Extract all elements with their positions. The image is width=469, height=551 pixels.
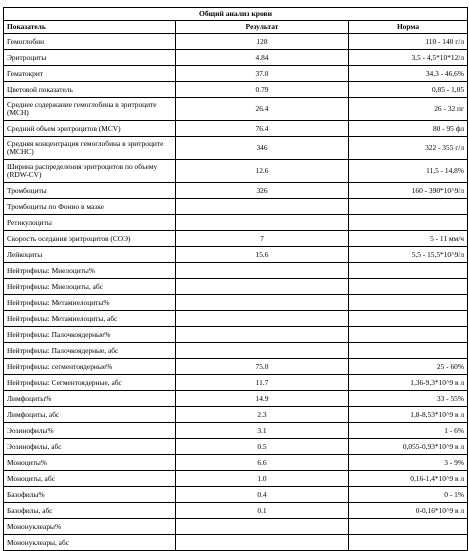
- row-norm: 160 - 390*10^9/л: [349, 183, 468, 199]
- table-row: [4, 375, 468, 391]
- table-row: [4, 471, 468, 487]
- table-row: [4, 295, 468, 311]
- row-indicator: Нейтрофилы: Сегментоядерные, абс: [4, 375, 176, 391]
- table-row: [4, 50, 468, 66]
- row-norm: [349, 343, 468, 359]
- table-row: [4, 519, 468, 535]
- table-row: [4, 359, 468, 375]
- row-norm: 1,8-8,53*10^9 в л: [349, 407, 468, 423]
- row-result: [176, 215, 349, 231]
- table-header-row: [4, 21, 468, 34]
- table-row: [4, 215, 468, 231]
- row-norm: 25 - 60%: [349, 359, 468, 375]
- row-norm: 5,5 - 15,5*10^9/л: [349, 247, 468, 263]
- row-indicator: Цветовой показатель: [4, 82, 176, 98]
- row-norm: 0-0,16*10^9 в л: [349, 503, 468, 519]
- header-norm: Норма: [349, 21, 468, 34]
- row-indicator: Тромбоциты по Фонио в мазке: [4, 199, 176, 215]
- row-result: 4.84: [176, 50, 349, 66]
- row-indicator: Нейтрофилы: Палочкоядерные%: [4, 327, 176, 343]
- table-row: [4, 279, 468, 295]
- row-indicator: Эритроциты: [4, 50, 176, 66]
- row-result: 2.3: [176, 407, 349, 423]
- row-norm: [349, 215, 468, 231]
- table-body: [4, 34, 468, 551]
- table-row: [4, 82, 468, 98]
- table-row: [4, 160, 468, 183]
- row-norm: 11,5 - 14,8%: [349, 160, 468, 183]
- row-result: 12.6: [176, 160, 349, 183]
- table-row: [4, 183, 468, 199]
- row-indicator: Среднее содержание гемоглобина в эритроците (МСН): [4, 98, 176, 121]
- row-result: [176, 343, 349, 359]
- row-indicator: Мононуклеары, абс: [4, 535, 176, 551]
- row-indicator: Лейкоциты: [4, 247, 176, 263]
- row-indicator: Мононуклеары%: [4, 519, 176, 535]
- row-result: 1.0: [176, 471, 349, 487]
- row-norm: 0,055-0,93*10^9 в л: [349, 439, 468, 455]
- table-row: [4, 263, 468, 279]
- row-indicator: Эозинофилы%: [4, 423, 176, 439]
- row-result: 346: [176, 137, 349, 160]
- table-row: [4, 137, 468, 160]
- table-row: [4, 423, 468, 439]
- row-indicator: Нейтрофилы: Метамиелоциты%: [4, 295, 176, 311]
- row-indicator: Базофилы%: [4, 487, 176, 503]
- table-row: [4, 535, 468, 551]
- table-row: [4, 247, 468, 263]
- row-result: 128: [176, 34, 349, 50]
- row-result: 0.4: [176, 487, 349, 503]
- row-norm: 110 - 140 г/л: [349, 34, 468, 50]
- row-norm: [349, 535, 468, 551]
- row-result: 37.0: [176, 66, 349, 82]
- row-indicator: Нейтрофилы: Миелоциты%: [4, 263, 176, 279]
- row-norm: 1 - 6%: [349, 423, 468, 439]
- table-row: [4, 455, 468, 471]
- row-result: 15.6: [176, 247, 349, 263]
- row-indicator: Гемоглобин: [4, 34, 176, 50]
- table-row: [4, 121, 468, 137]
- row-indicator: Тромбоциты: [4, 183, 176, 199]
- table-row: [4, 199, 468, 215]
- row-norm: 26 - 32 пг: [349, 98, 468, 121]
- table-row: [4, 66, 468, 82]
- row-result: [176, 263, 349, 279]
- table-row: [4, 231, 468, 247]
- row-indicator: Моноциты, абс: [4, 471, 176, 487]
- row-result: [176, 535, 349, 551]
- row-result: [176, 327, 349, 343]
- row-indicator: Средняя концентрация гемоглобина в эритроците (МСНС): [4, 137, 176, 160]
- row-result: 0.1: [176, 503, 349, 519]
- table-row: [4, 98, 468, 121]
- row-indicator: Лимфоциты%: [4, 391, 176, 407]
- row-norm: 34,3 - 46,6%: [349, 66, 468, 82]
- table-row: [4, 327, 468, 343]
- table-row: [4, 407, 468, 423]
- row-result: 326: [176, 183, 349, 199]
- row-indicator: Скорость оседания эритроцитов (СОЭ): [4, 231, 176, 247]
- row-result: 0.5: [176, 439, 349, 455]
- row-indicator: Нейтрофилы: Миелоциты, абс: [4, 279, 176, 295]
- row-norm: 5 - 11 мм/ч: [349, 231, 468, 247]
- row-indicator: Лимфоциты, абс: [4, 407, 176, 423]
- row-result: 6.6: [176, 455, 349, 471]
- row-norm: 3,5 - 4,5*10*12/л: [349, 50, 468, 66]
- table-row: [4, 34, 468, 50]
- row-norm: 80 - 95 фл: [349, 121, 468, 137]
- row-result: 14.9: [176, 391, 349, 407]
- table-row: [4, 311, 468, 327]
- row-indicator: Нейтрофилы: Метамиелоциты, абс: [4, 311, 176, 327]
- row-norm: 0,16-1,4*10^9 в л: [349, 471, 468, 487]
- table-row: [4, 391, 468, 407]
- row-indicator: Моноциты%: [4, 455, 176, 471]
- row-result: 7: [176, 231, 349, 247]
- row-norm: [349, 199, 468, 215]
- row-indicator: Ретикулоциты: [4, 215, 176, 231]
- row-result: 75.0: [176, 359, 349, 375]
- row-result: 11.7: [176, 375, 349, 391]
- row-norm: 0,85 - 1,05: [349, 82, 468, 98]
- row-norm: 1,36-9,3*10^9 в л: [349, 375, 468, 391]
- row-result: 26.4: [176, 98, 349, 121]
- table-row: [4, 439, 468, 455]
- row-norm: [349, 279, 468, 295]
- row-indicator: Нейтрофилы: Палочкоядерные, абс: [4, 343, 176, 359]
- report-title: Общий анализ крови: [4, 8, 468, 21]
- row-result: [176, 519, 349, 535]
- row-norm: 0 - 1%: [349, 487, 468, 503]
- row-result: [176, 311, 349, 327]
- row-result: [176, 199, 349, 215]
- row-norm: [349, 263, 468, 279]
- row-norm: 322 - 355 г/л: [349, 137, 468, 160]
- row-result: 76.4: [176, 121, 349, 137]
- row-indicator: Гематокрит: [4, 66, 176, 82]
- row-indicator: Эозинофилы, абс: [4, 439, 176, 455]
- table-row: [4, 343, 468, 359]
- row-norm: 3 - 9%: [349, 455, 468, 471]
- row-norm: [349, 327, 468, 343]
- row-norm: [349, 311, 468, 327]
- row-result: 3.1: [176, 423, 349, 439]
- row-indicator: Ширина распределения эритроцитов по объему (RDW-CV): [4, 160, 176, 183]
- header-result: Результат: [176, 21, 349, 34]
- row-result: 0.79: [176, 82, 349, 98]
- blood-test-table: [3, 7, 468, 551]
- row-indicator: Нейтрофилы: сегментоядерные%: [4, 359, 176, 375]
- row-norm: [349, 295, 468, 311]
- row-indicator: Базофилы, абс: [4, 503, 176, 519]
- row-result: [176, 295, 349, 311]
- table-row: [4, 487, 468, 503]
- table-row: [4, 503, 468, 519]
- row-result: [176, 279, 349, 295]
- row-indicator: Средний объем эритроцитов (MCV): [4, 121, 176, 137]
- row-norm: [349, 519, 468, 535]
- row-norm: 33 - 55%: [349, 391, 468, 407]
- header-indicator: Показатель: [4, 21, 176, 34]
